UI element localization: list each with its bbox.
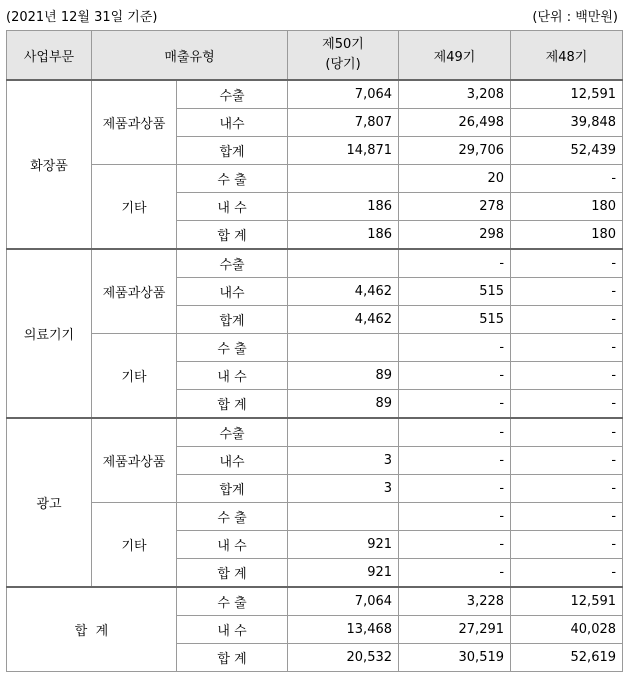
value-cell-p50: 89 xyxy=(288,390,399,419)
segment-cell: 화장품 xyxy=(7,80,92,249)
value-cell-p50 xyxy=(288,418,399,447)
value-cell-p50: 186 xyxy=(288,221,399,250)
sales-type-cell: 내 수 xyxy=(177,193,288,221)
value-cell-p50: 7,807 xyxy=(288,109,399,137)
value-cell-p50 xyxy=(288,165,399,193)
subsegment-cell: 기타 xyxy=(92,503,177,588)
value-cell-p48: 180 xyxy=(511,193,623,221)
sales-type-cell: 합 계 xyxy=(177,221,288,250)
value-cell-p48: - xyxy=(511,531,623,559)
value-cell-p48: 52,439 xyxy=(511,137,623,165)
sales-type-cell: 합 계 xyxy=(177,644,288,672)
sales-type-cell: 합계 xyxy=(177,475,288,503)
value-cell-p49: 515 xyxy=(399,278,511,306)
sales-type-cell: 수 출 xyxy=(177,587,288,616)
subsegment-cell: 제품과상품 xyxy=(92,249,177,334)
value-cell-p48: 12,591 xyxy=(511,80,623,109)
segment-cell: 의료기기 xyxy=(7,249,92,418)
value-cell-p48: - xyxy=(511,362,623,390)
value-cell-p50: 921 xyxy=(288,531,399,559)
header-sales-type: 매출유형 xyxy=(92,31,288,81)
value-cell-p50 xyxy=(288,249,399,278)
header-period-48: 제48기 xyxy=(511,31,623,81)
table-row xyxy=(7,80,623,109)
sales-type-cell: 내수 xyxy=(177,109,288,137)
value-cell-p48: - xyxy=(511,165,623,193)
subsegment-cell: 제품과상품 xyxy=(92,80,177,165)
value-cell-p50: 4,462 xyxy=(288,278,399,306)
header-period-49: 제49기 xyxy=(399,31,511,81)
value-cell-p48: 40,028 xyxy=(511,616,623,644)
value-cell-p49: 26,498 xyxy=(399,109,511,137)
sales-type-cell: 수 출 xyxy=(177,334,288,362)
sales-type-cell: 내수 xyxy=(177,447,288,475)
table-row xyxy=(7,418,623,447)
subsegment-cell: 제품과상품 xyxy=(92,418,177,503)
sales-type-cell: 수출 xyxy=(177,418,288,447)
sales-type-cell: 내수 xyxy=(177,278,288,306)
header-row xyxy=(7,31,623,81)
value-cell-p49: 30,519 xyxy=(399,644,511,672)
sales-type-cell: 수 출 xyxy=(177,503,288,531)
value-cell-p49: - xyxy=(399,531,511,559)
value-cell-p49: 515 xyxy=(399,306,511,334)
table-row xyxy=(7,165,623,193)
value-cell-p49: 278 xyxy=(399,193,511,221)
sales-type-cell: 수출 xyxy=(177,80,288,109)
value-cell-p50: 3 xyxy=(288,447,399,475)
value-cell-p50: 13,468 xyxy=(288,616,399,644)
value-cell-p49: 3,228 xyxy=(399,587,511,616)
header-period-50-label: 제50기 xyxy=(322,37,364,52)
value-cell-p49: - xyxy=(399,503,511,531)
header-segment: 사업부문 xyxy=(7,31,92,81)
value-cell-p50: 186 xyxy=(288,193,399,221)
value-cell-p50: 7,064 xyxy=(288,587,399,616)
value-cell-p49: - xyxy=(399,447,511,475)
value-cell-p49: - xyxy=(399,418,511,447)
sales-type-cell: 수 출 xyxy=(177,165,288,193)
sales-table xyxy=(6,30,623,672)
value-cell-p49: 27,291 xyxy=(399,616,511,644)
value-cell-p49: 29,706 xyxy=(399,137,511,165)
table-row xyxy=(7,503,623,531)
sales-type-cell: 수출 xyxy=(177,249,288,278)
value-cell-p50: 14,871 xyxy=(288,137,399,165)
value-cell-p49: - xyxy=(399,362,511,390)
total-row xyxy=(7,587,623,616)
value-cell-p48: 180 xyxy=(511,221,623,250)
value-cell-p48: - xyxy=(511,503,623,531)
value-cell-p48: - xyxy=(511,278,623,306)
value-cell-p49: - xyxy=(399,559,511,588)
value-cell-p50 xyxy=(288,503,399,531)
value-cell-p48: 52,619 xyxy=(511,644,623,672)
value-cell-p50: 4,462 xyxy=(288,306,399,334)
subsegment-cell: 기타 xyxy=(92,165,177,250)
table-row xyxy=(7,249,623,278)
sales-type-cell: 내 수 xyxy=(177,362,288,390)
table-body xyxy=(7,80,623,672)
value-cell-p48: - xyxy=(511,249,623,278)
value-cell-p50 xyxy=(288,334,399,362)
value-cell-p48: 12,591 xyxy=(511,587,623,616)
value-cell-p49: 3,208 xyxy=(399,80,511,109)
unit-label: (단위 : 백만원) xyxy=(532,10,618,25)
value-cell-p50: 921 xyxy=(288,559,399,588)
value-cell-p49: 20 xyxy=(399,165,511,193)
value-cell-p50: 89 xyxy=(288,362,399,390)
sales-type-cell: 내 수 xyxy=(177,616,288,644)
value-cell-p50: 7,064 xyxy=(288,80,399,109)
value-cell-p48: - xyxy=(511,418,623,447)
basis-date: (2021년 12월 31일 기준) xyxy=(6,10,158,25)
value-cell-p49: - xyxy=(399,390,511,419)
sales-type-cell: 합 계 xyxy=(177,390,288,419)
table-row xyxy=(7,334,623,362)
sales-type-cell: 합계 xyxy=(177,306,288,334)
value-cell-p49: - xyxy=(399,249,511,278)
value-cell-p48: - xyxy=(511,390,623,419)
value-cell-p48: - xyxy=(511,559,623,588)
value-cell-p48: - xyxy=(511,447,623,475)
value-cell-p50: 3 xyxy=(288,475,399,503)
sales-type-cell: 합 계 xyxy=(177,559,288,588)
value-cell-p49: - xyxy=(399,334,511,362)
value-cell-p49: 298 xyxy=(399,221,511,250)
value-cell-p48: 39,848 xyxy=(511,109,623,137)
value-cell-p48: - xyxy=(511,306,623,334)
subsegment-cell: 기타 xyxy=(92,334,177,419)
value-cell-p49: - xyxy=(399,475,511,503)
value-cell-p48: - xyxy=(511,475,623,503)
sales-type-cell: 합계 xyxy=(177,137,288,165)
header-period-50-current: (당기) xyxy=(325,57,361,72)
value-cell-p50: 20,532 xyxy=(288,644,399,672)
value-cell-p48: - xyxy=(511,334,623,362)
segment-cell: 광고 xyxy=(7,418,92,587)
header-period-50 xyxy=(288,31,399,81)
table-caption xyxy=(0,0,628,30)
total-label: 합 계 xyxy=(7,587,177,672)
sales-type-cell: 내 수 xyxy=(177,531,288,559)
